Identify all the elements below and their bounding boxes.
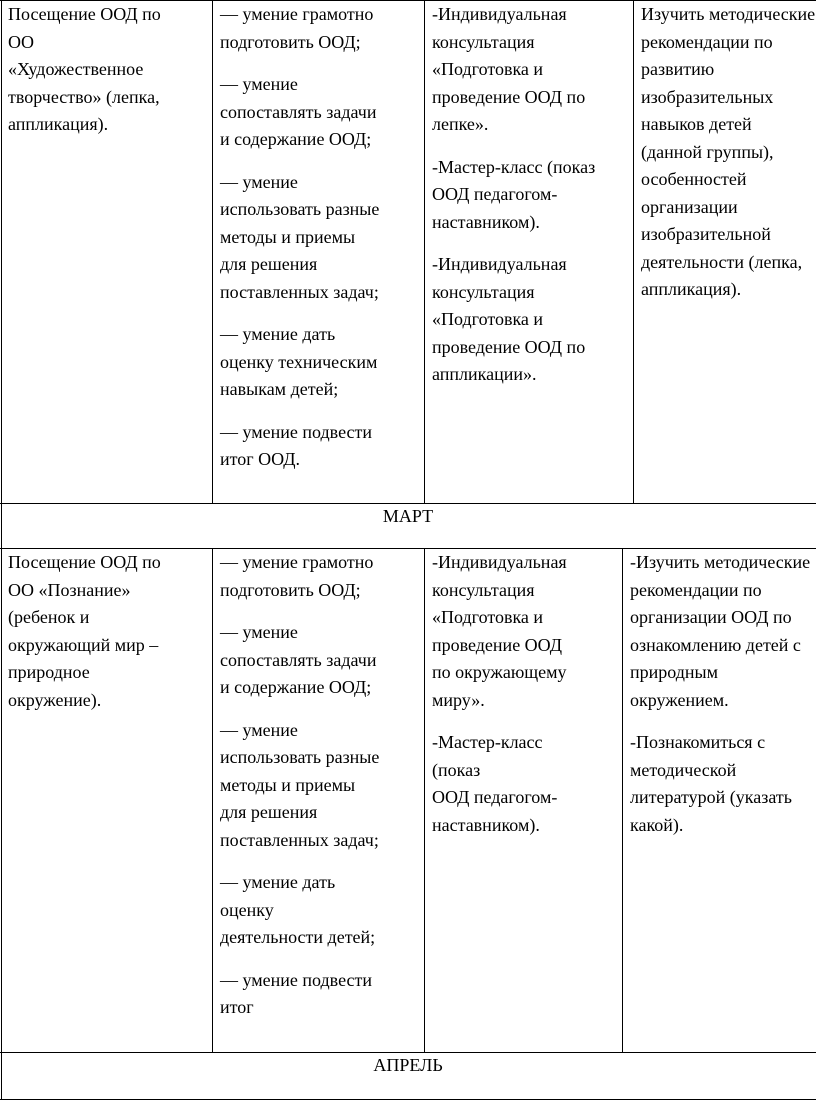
- text-line: деятельности детей;: [220, 927, 376, 947]
- row1-forms-cell: [432, 1, 595, 389]
- text-line: — умение дать: [220, 324, 336, 344]
- text-line: -Индивидуальная: [432, 552, 567, 572]
- text-line: консультация: [432, 281, 535, 302]
- text-line: (данной группы),: [641, 141, 774, 162]
- text-line: -Мастер-класс (показ: [432, 156, 596, 177]
- text-line: (ребенок и: [8, 607, 90, 627]
- text-line: рекомендации по: [641, 31, 773, 52]
- text-line: проведение ООД по: [432, 336, 586, 357]
- text-line: -Мастер-класс: [432, 732, 543, 752]
- text-line: литературой (указать: [630, 787, 792, 807]
- text-line: — умение: [220, 74, 298, 94]
- text-line: Посещение ООД по: [8, 552, 161, 572]
- text-line: -Изучить методические: [630, 552, 811, 572]
- text-line: аппликации».: [432, 364, 537, 384]
- text-line: — умение: [220, 171, 298, 192]
- text-line: — умение: [220, 622, 298, 642]
- text-line: Изучить методические: [641, 4, 816, 24]
- text-line: итог: [220, 997, 254, 1017]
- text-line: наставником).: [432, 814, 540, 835]
- text-line: рекомендации по: [630, 579, 762, 600]
- text-line: «Подготовка и: [432, 59, 544, 79]
- col-divider-1-row1: [212, 0, 213, 504]
- text-line: для решения: [220, 802, 318, 822]
- text-line: для решения: [220, 254, 318, 274]
- text-line: изобразительной: [641, 224, 771, 244]
- text-line: — умение грамотно: [220, 4, 374, 24]
- row2-skills-cell: [220, 549, 379, 1022]
- col-divider-2-row2: [424, 548, 425, 1053]
- text-line: консультация: [432, 579, 535, 600]
- table-border-bottom: [0, 1099, 816, 1100]
- text-line: аппликация).: [641, 279, 742, 299]
- text-line: «Подготовка и: [432, 309, 544, 329]
- text-line: -Индивидуальная: [432, 254, 567, 274]
- text-line: изобразительных: [641, 86, 774, 107]
- text-line: по окружающему: [432, 662, 567, 682]
- text-line: проведение ООД: [432, 634, 563, 655]
- col-divider-3-row1: [633, 0, 634, 504]
- text-line: организации ООД по: [630, 607, 792, 627]
- text-line: творчество» (лепка,: [8, 86, 160, 107]
- text-line: ОО: [8, 31, 34, 52]
- month-heading-april: АПРЕЛЬ: [373, 1055, 443, 1075]
- text-line: природное: [8, 662, 90, 682]
- text-line: оценку: [220, 899, 274, 920]
- text-line: — умение дать: [220, 872, 336, 892]
- text-line: использовать разные: [220, 199, 380, 219]
- col-divider-1-row2: [212, 548, 213, 1053]
- text-line: ознакомлению детей с: [630, 634, 801, 655]
- text-line: — умение подвести: [220, 969, 372, 990]
- text-line: организации: [641, 196, 738, 217]
- text-line: окружение).: [8, 689, 102, 710]
- text-line: подготовить ООД;: [220, 579, 361, 600]
- row2-tasks-cell: [630, 549, 810, 839]
- text-line: -Индивидуальная: [432, 4, 567, 24]
- col-divider-3-row2: [622, 548, 623, 1053]
- text-line: навыкам детей;: [220, 379, 339, 399]
- text-line: итог ООД.: [220, 449, 301, 469]
- text-line: деятельности (лепка,: [641, 251, 803, 272]
- text-line: использовать разные: [220, 747, 380, 767]
- table-border-left: [1, 0, 2, 1100]
- text-line: — умение: [220, 719, 298, 740]
- row2-forms-cell: [432, 549, 567, 839]
- text-line: — умение подвести: [220, 421, 372, 442]
- text-line: «Подготовка и: [432, 607, 544, 627]
- text-line: подготовить ООД;: [220, 31, 361, 52]
- text-line: оценку техническим: [220, 351, 378, 372]
- text-line: сопоставлять задачи: [220, 649, 377, 670]
- text-line: наставником).: [432, 211, 540, 232]
- text-line: ОО «Познание»: [8, 579, 131, 600]
- text-line: методы и приемы: [220, 226, 356, 247]
- text-line: методической: [630, 759, 737, 780]
- text-line: -Познакомиться с: [630, 732, 766, 752]
- text-line: «Художественное: [8, 59, 144, 79]
- text-line: ООД педагогом-: [432, 184, 558, 204]
- text-line: поставленных задач;: [220, 829, 379, 850]
- text-line: и содержание ООД;: [220, 677, 372, 697]
- text-line: — умение грамотно: [220, 552, 374, 572]
- text-line: лепке».: [432, 114, 489, 134]
- text-line: методы и приемы: [220, 774, 356, 795]
- text-line: консультация: [432, 31, 535, 52]
- text-line: природным: [630, 662, 719, 682]
- text-line: Посещение ООД по: [8, 4, 161, 24]
- text-line: окружающий мир –: [8, 634, 159, 655]
- text-line: ООД педагогом-: [432, 787, 558, 807]
- row1-tasks-cell: [641, 1, 815, 304]
- text-line: сопоставлять задачи: [220, 101, 377, 122]
- text-line: какой).: [630, 814, 684, 835]
- col-divider-2-row1: [424, 0, 425, 504]
- text-line: аппликация).: [8, 114, 109, 134]
- text-line: проведение ООД по: [432, 86, 586, 107]
- row2-event-cell: [8, 549, 161, 714]
- text-line: окружением.: [630, 689, 729, 710]
- text-line: особенностей: [641, 169, 747, 189]
- text-line: миру».: [432, 689, 485, 710]
- text-line: развитию: [641, 59, 715, 79]
- row1-event-cell: [8, 1, 161, 139]
- text-line: навыков детей: [641, 114, 752, 134]
- text-line: (показ: [432, 759, 481, 780]
- text-line: и содержание ООД;: [220, 129, 372, 149]
- month-heading-march: МАРТ: [382, 506, 434, 526]
- text-line: поставленных задач;: [220, 281, 379, 302]
- row1-skills-cell: [220, 1, 379, 474]
